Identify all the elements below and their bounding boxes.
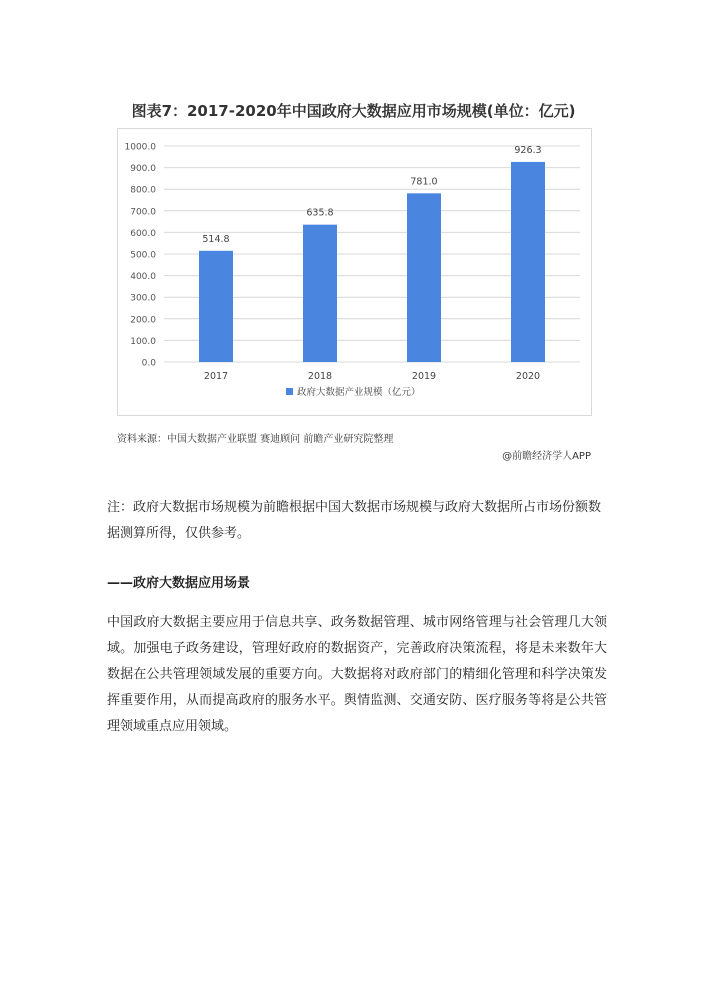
- y-tick-label: 900.0: [130, 164, 156, 175]
- bar: [511, 162, 545, 362]
- legend-label: 政府大数据产业规模（亿元）: [297, 387, 421, 398]
- y-tick-label: 400.0: [130, 272, 156, 283]
- data-label: 781.0: [410, 176, 438, 188]
- figure-title: 图表7：2017-2020年中国政府大数据应用市场规模(单位：亿元): [131, 102, 576, 120]
- chart-container: [117, 128, 592, 416]
- x-tick-label: 2020: [515, 371, 541, 382]
- bar: [199, 251, 233, 362]
- section-heading: ——政府大数据应用场景: [107, 576, 251, 591]
- x-tick-label: 2018: [307, 371, 333, 382]
- note-paragraph: 注：政府大数据市场规模为前瞻根据中国大数据市场规模与政府大数据所占市场份额数据测算所得，仅供参考。: [107, 500, 602, 541]
- y-tick-label: 800.0: [130, 185, 156, 196]
- y-tick-label: 700.0: [130, 207, 156, 218]
- y-tick-label: 600.0: [130, 228, 156, 239]
- y-tick-label: 100.0: [130, 336, 156, 347]
- y-tick-label: 200.0: [130, 315, 156, 326]
- y-tick-label: 300.0: [130, 293, 156, 304]
- y-tick-label: 1000.0: [124, 142, 156, 153]
- data-label: 635.8: [306, 207, 334, 219]
- y-tick-label: 500.0: [130, 250, 156, 261]
- credit-text: @前瞻经济学人APP: [502, 451, 591, 462]
- data-label: 926.3: [514, 144, 542, 156]
- x-tick-label: 2017: [203, 371, 229, 382]
- body-paragraph: 中国政府大数据主要应用于信息共享、政务数据管理、城市网络管理与社会管理几大领域。加强电子政务建设，管理好政府的数据资产，完善政府决策流程，将是未来数年大数据在公共管理领域发展的重要方向。大数据将对政府部门的精细化管理和科学决策发挥重要作用，从而提高政府的服务水平。舆情监测、交通安防、医疗服务等将是公共管理领域重点应用领域。: [107, 615, 607, 734]
- data-label: 514.8: [202, 233, 230, 245]
- legend-swatch: [286, 388, 293, 395]
- source-note: 资料来源：中国大数据产业联盟 赛迪顾问 前瞻产业研究院整理: [117, 434, 394, 445]
- bar: [407, 193, 441, 362]
- y-tick-label: 0.0: [141, 358, 156, 369]
- x-tick-label: 2019: [411, 371, 437, 382]
- bar: [303, 225, 337, 362]
- bar-chart: [118, 129, 593, 417]
